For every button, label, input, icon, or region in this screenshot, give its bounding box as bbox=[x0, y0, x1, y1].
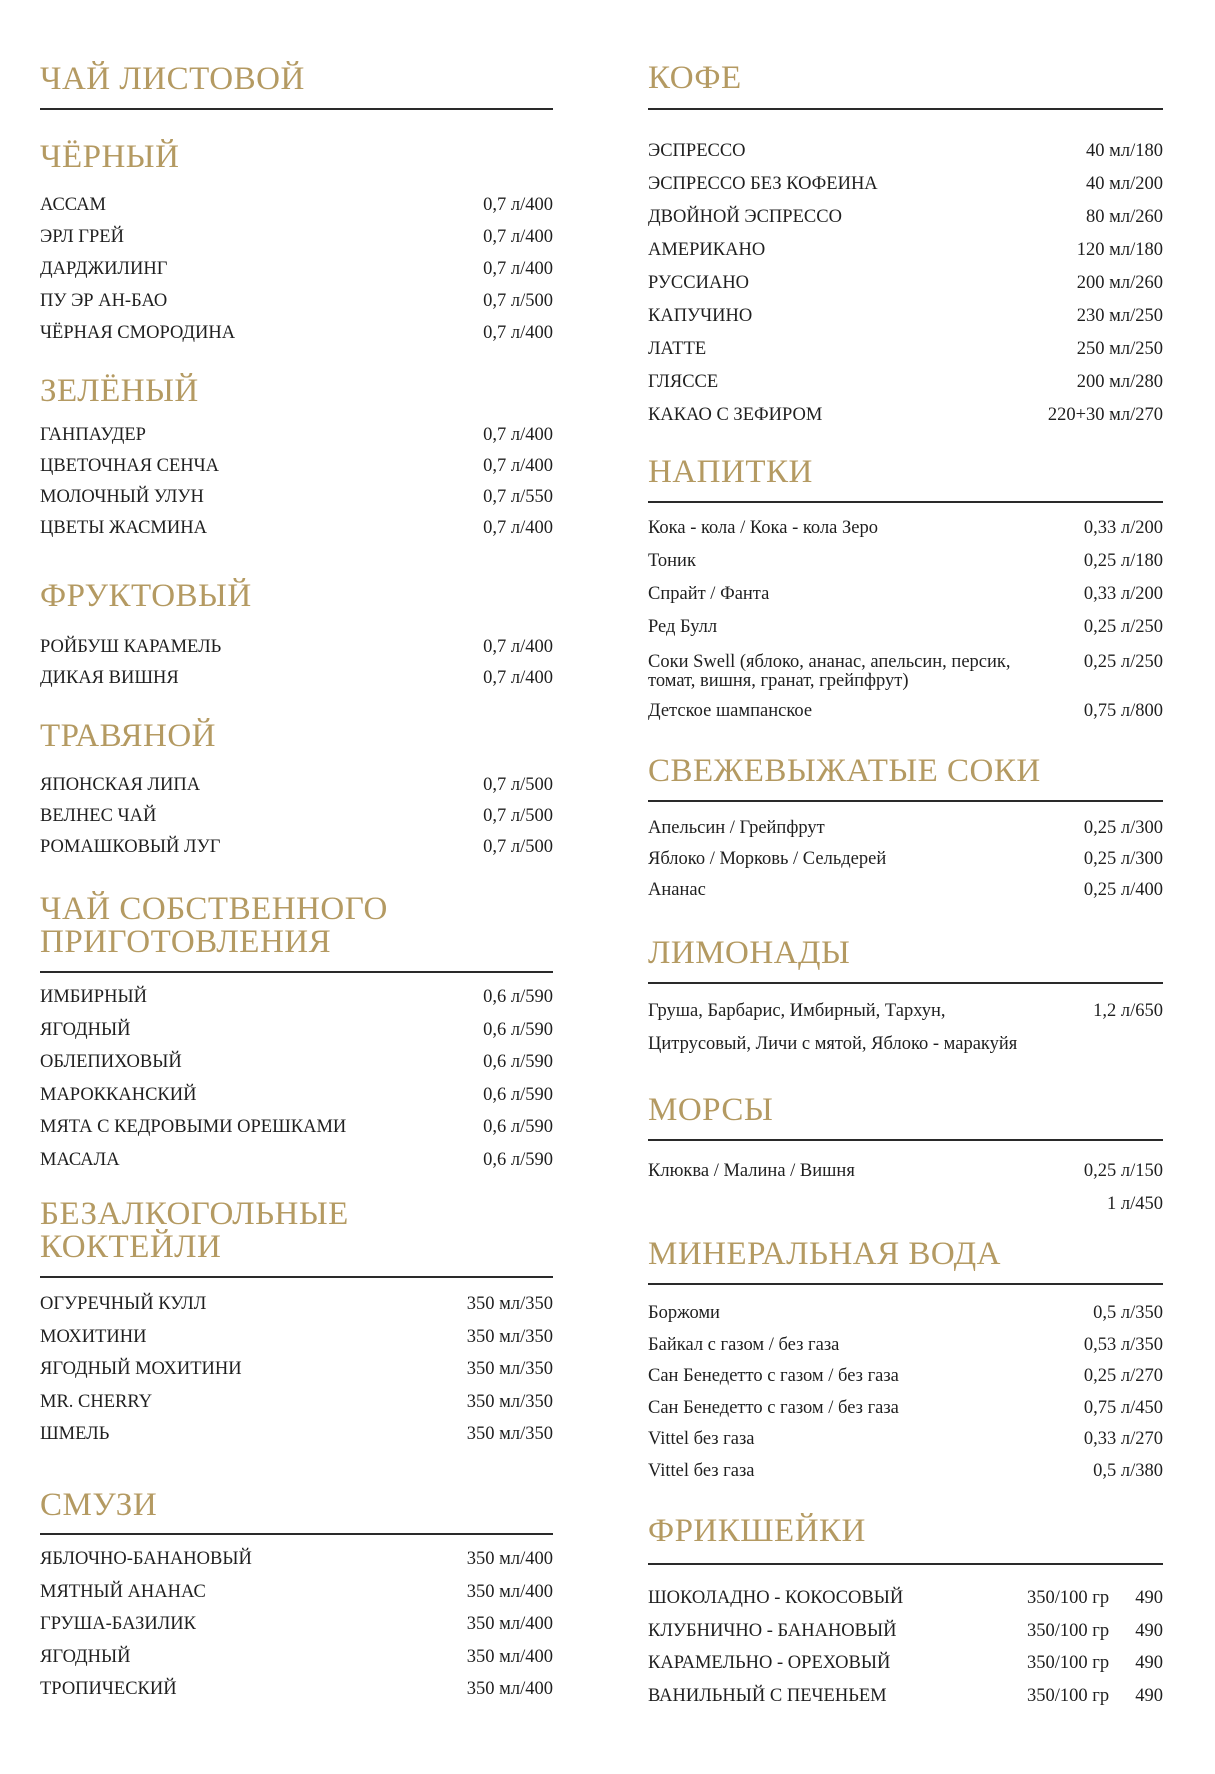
list-item: РУССИАНО 200 мл/260 bbox=[648, 273, 1163, 293]
section-title-fruit: ФРУКТОВЫЙ bbox=[40, 578, 252, 614]
list-item: Сан Бенедетто с газом / без газа 0,25 л/270 bbox=[648, 1366, 1163, 1386]
divider bbox=[648, 1563, 1163, 1565]
list-item: ЦВЕТЫ ЖАСМИНА 0,7 л/400 bbox=[40, 518, 553, 538]
divider bbox=[648, 1283, 1163, 1285]
list-item: Апельсин / Грейпфрут 0,25 л/300 bbox=[648, 818, 1163, 838]
list-item: Ананас 0,25 л/400 bbox=[648, 880, 1163, 900]
list-item: Детское шампанское 0,75 л/800 bbox=[648, 701, 1163, 721]
list-item: Байкал с газом / без газа 0,53 л/350 bbox=[648, 1334, 1163, 1355]
list-item: ЯГОДНЫЙ МОХИТИНИ 350 мл/350 bbox=[40, 1359, 553, 1379]
section-title-lemonades: ЛИМОНАДЫ bbox=[648, 935, 851, 971]
list-item: ШОКОЛАДНО - КОКОСОВЫЙ 350/100 гр 490 bbox=[648, 1588, 1163, 1608]
list-item: МЯТНЫЙ АНАНАС 350 мл/400 bbox=[40, 1581, 553, 1602]
list-item: АМЕРИКАНО 120 мл/180 bbox=[648, 240, 1163, 260]
section-title-green: ЗЕЛЁНЫЙ bbox=[40, 373, 199, 409]
list-item: Спрайт / Фанта 0,33 л/200 bbox=[648, 584, 1163, 604]
list-item: РОЙБУШ КАРАМЕЛЬ 0,7 л/400 bbox=[40, 637, 553, 657]
list-item: ОБЛЕПИХОВЫЙ 0,6 л/590 bbox=[40, 1052, 553, 1072]
list-item: Ред Булл 0,25 л/250 bbox=[648, 617, 1163, 637]
list-item: ТРОПИЧЕСКИЙ 350 мл/400 bbox=[40, 1679, 553, 1699]
list-item: ГРУША-БАЗИЛИК 350 мл/400 bbox=[40, 1614, 553, 1634]
section-title-drinks: НАПИТКИ bbox=[648, 454, 813, 490]
juice-line-2: томат, вишня, гранат, грейпфрут) bbox=[648, 671, 909, 691]
list-item: МАСАЛА 0,6 л/590 bbox=[40, 1149, 553, 1170]
list-item: ОГУРЕЧНЫЙ КУЛЛ 350 мл/350 bbox=[40, 1294, 553, 1314]
list-item: ЭСПРЕССО 40 мл/180 bbox=[648, 141, 1163, 161]
freakshakes-list bbox=[648, 1587, 1163, 1717]
own-tea-list bbox=[40, 986, 553, 1181]
section-title-freakshakes: ФРИКШЕЙКИ bbox=[648, 1513, 866, 1549]
list-item: ЭСПРЕССО БЕЗ КОФЕИНА 40 мл/200 bbox=[648, 174, 1163, 194]
mineral-list bbox=[648, 1302, 1163, 1491]
divider bbox=[40, 971, 553, 973]
list-item: РОМАШКОВЫЙ ЛУГ 0,7 л/500 bbox=[40, 837, 553, 857]
mors-item: Клюква / Малина / Вишня 0,25 л/150 1 л/450 bbox=[648, 1161, 1163, 1214]
list-item: ЯГОДНЫЙ 0,6 л/590 bbox=[40, 1019, 553, 1040]
list-item: Соки Swell (яблоко, ананас, апельсин, персик, томат, вишня, гранат, грейпфрут) 0,25 л/250 bbox=[648, 652, 1163, 691]
section-title-coffee: КОФЕ bbox=[648, 60, 742, 96]
divider bbox=[648, 501, 1163, 503]
list-item: Яблоко / Морковь / Сельдерей 0,25 л/300 bbox=[648, 849, 1163, 869]
section-title-cocktails-line-1: БЕЗАЛКОГОЛЬНЫЕ bbox=[40, 1196, 349, 1232]
list-item: ЯБЛОЧНО-БАНАНОВЫЙ 350 мл/400 bbox=[40, 1549, 553, 1569]
list-item: МЯТА С КЕДРОВЫМИ ОРЕШКАМИ 0,6 л/590 bbox=[40, 1117, 553, 1137]
list-item: Сан Бенедетто с газом / без газа 0,75 л/450 bbox=[648, 1397, 1163, 1418]
section-title-black: ЧЁРНЫЙ bbox=[40, 139, 180, 175]
list-item: КАРАМЕЛЬНО - ОРЕХОВЫЙ 350/100 гр 490 bbox=[648, 1653, 1163, 1673]
list-item: ГАНПАУДЕР 0,7 л/400 bbox=[40, 425, 553, 445]
section-title-fresh: СВЕЖЕВЫЖАТЫЕ СОКИ bbox=[648, 753, 1041, 789]
list-item: ДАРДЖИЛИНГ 0,7 л/400 bbox=[40, 259, 553, 279]
list-item: ЯПОНСКАЯ ЛИПА 0,7 л/500 bbox=[40, 775, 553, 795]
lemonades-item: Груша, Барбарис, Имбирный, Тархун, 1,2 л/650 Цитрусовый, Личи с мятой, Яблоко - маракуйя bbox=[648, 1001, 1163, 1054]
divider bbox=[648, 982, 1163, 984]
divider bbox=[40, 1533, 553, 1535]
divider bbox=[40, 108, 553, 110]
list-item: ЧЁРНАЯ СМОРОДИНА 0,7 л/400 bbox=[40, 323, 553, 343]
list-item: ВЕЛНЕС ЧАЙ 0,7 л/500 bbox=[40, 806, 553, 826]
divider bbox=[40, 1276, 553, 1278]
list-item: МОХИТИНИ 350 мл/350 bbox=[40, 1326, 553, 1347]
list-item: ЦВЕТОЧНАЯ СЕНЧА 0,7 л/400 bbox=[40, 456, 553, 476]
green-tea-list bbox=[40, 424, 553, 548]
list-item: ПУ ЭР АН-БАО 0,7 л/500 bbox=[40, 291, 553, 311]
list-item: АССАМ 0,7 л/400 bbox=[40, 195, 553, 215]
list-item: Vittel без газа 0,5 л/380 bbox=[648, 1460, 1163, 1481]
list-item: ШМЕЛЬ 350 мл/350 bbox=[40, 1424, 553, 1444]
fresh-list bbox=[648, 817, 1163, 910]
list-item: ДИКАЯ ВИШНЯ 0,7 л/400 bbox=[40, 668, 553, 688]
drinks-list bbox=[648, 517, 1163, 649]
list-item: Кока - кола / Кока - кола Зеро 0,33 л/200 bbox=[648, 518, 1163, 538]
list-item: Vittel без газа 0,33 л/270 bbox=[648, 1429, 1163, 1449]
list-item: Тоник 0,25 л/180 bbox=[648, 551, 1163, 571]
list-item: ДВОЙНОЙ ЭСПРЕССО 80 мл/260 bbox=[648, 207, 1163, 227]
list-item: МОЛОЧНЫЙ УЛУН 0,7 л/550 bbox=[40, 487, 553, 507]
black-tea-list bbox=[40, 194, 553, 354]
cocktails-list bbox=[40, 1293, 553, 1456]
list-item: ГЛЯССЕ 200 мл/280 bbox=[648, 372, 1163, 392]
smoothie-list bbox=[40, 1548, 553, 1711]
list-item: Боржоми 0,5 л/350 bbox=[648, 1303, 1163, 1323]
list-item: ЯГОДНЫЙ 350 мл/400 bbox=[40, 1646, 553, 1667]
juice-line-1: Соки Swell (яблоко, ананас, апельсин, персик, bbox=[648, 652, 1011, 672]
fruit-tea-list bbox=[40, 636, 553, 698]
list-item: ЭРЛ ГРЕЙ 0,7 л/400 bbox=[40, 227, 553, 247]
list-item: КЛУБНИЧНО - БАНАНОВЫЙ 350/100 гр 490 bbox=[648, 1620, 1163, 1641]
herbal-tea-list bbox=[40, 774, 553, 867]
list-item: ВАНИЛЬНЫЙ С ПЕЧЕНЬЕМ 350/100 гр 490 bbox=[648, 1685, 1163, 1706]
coffee-list bbox=[648, 140, 1163, 437]
section-title-tea-leaf: ЧАЙ ЛИСТОВОЙ bbox=[40, 61, 305, 97]
section-title-cocktails-line-2: КОКТЕЙЛИ bbox=[40, 1229, 222, 1265]
list-item: ИМБИРНЫЙ 0,6 л/590 bbox=[40, 987, 553, 1007]
list-item: МАРОККАНСКИЙ 0,6 л/590 bbox=[40, 1084, 553, 1105]
section-title-mors: МОРСЫ bbox=[648, 1092, 774, 1128]
section-title-herbal: ТРАВЯНОЙ bbox=[40, 718, 216, 754]
list-item: КАПУЧИНО 230 мл/250 bbox=[648, 306, 1163, 326]
divider bbox=[648, 108, 1163, 110]
divider bbox=[648, 800, 1163, 802]
divider bbox=[648, 1139, 1163, 1141]
section-title-mineral: МИНЕРАЛЬНАЯ ВОДА bbox=[648, 1236, 1001, 1272]
list-item: MR. CHERRY 350 мл/350 bbox=[40, 1391, 553, 1412]
list-item: ЛАТТЕ 250 мл/250 bbox=[648, 339, 1163, 359]
section-title-own-tea-line-1: ЧАЙ СОБСТВЕННОГО bbox=[40, 891, 388, 927]
list-item: КАКАО С ЗЕФИРОМ 220+30 мл/270 bbox=[648, 405, 1163, 425]
section-title-smoothie: СМУЗИ bbox=[40, 1487, 158, 1523]
section-title-own-tea-line-2: ПРИГОТОВЛЕНИЯ bbox=[40, 924, 332, 960]
